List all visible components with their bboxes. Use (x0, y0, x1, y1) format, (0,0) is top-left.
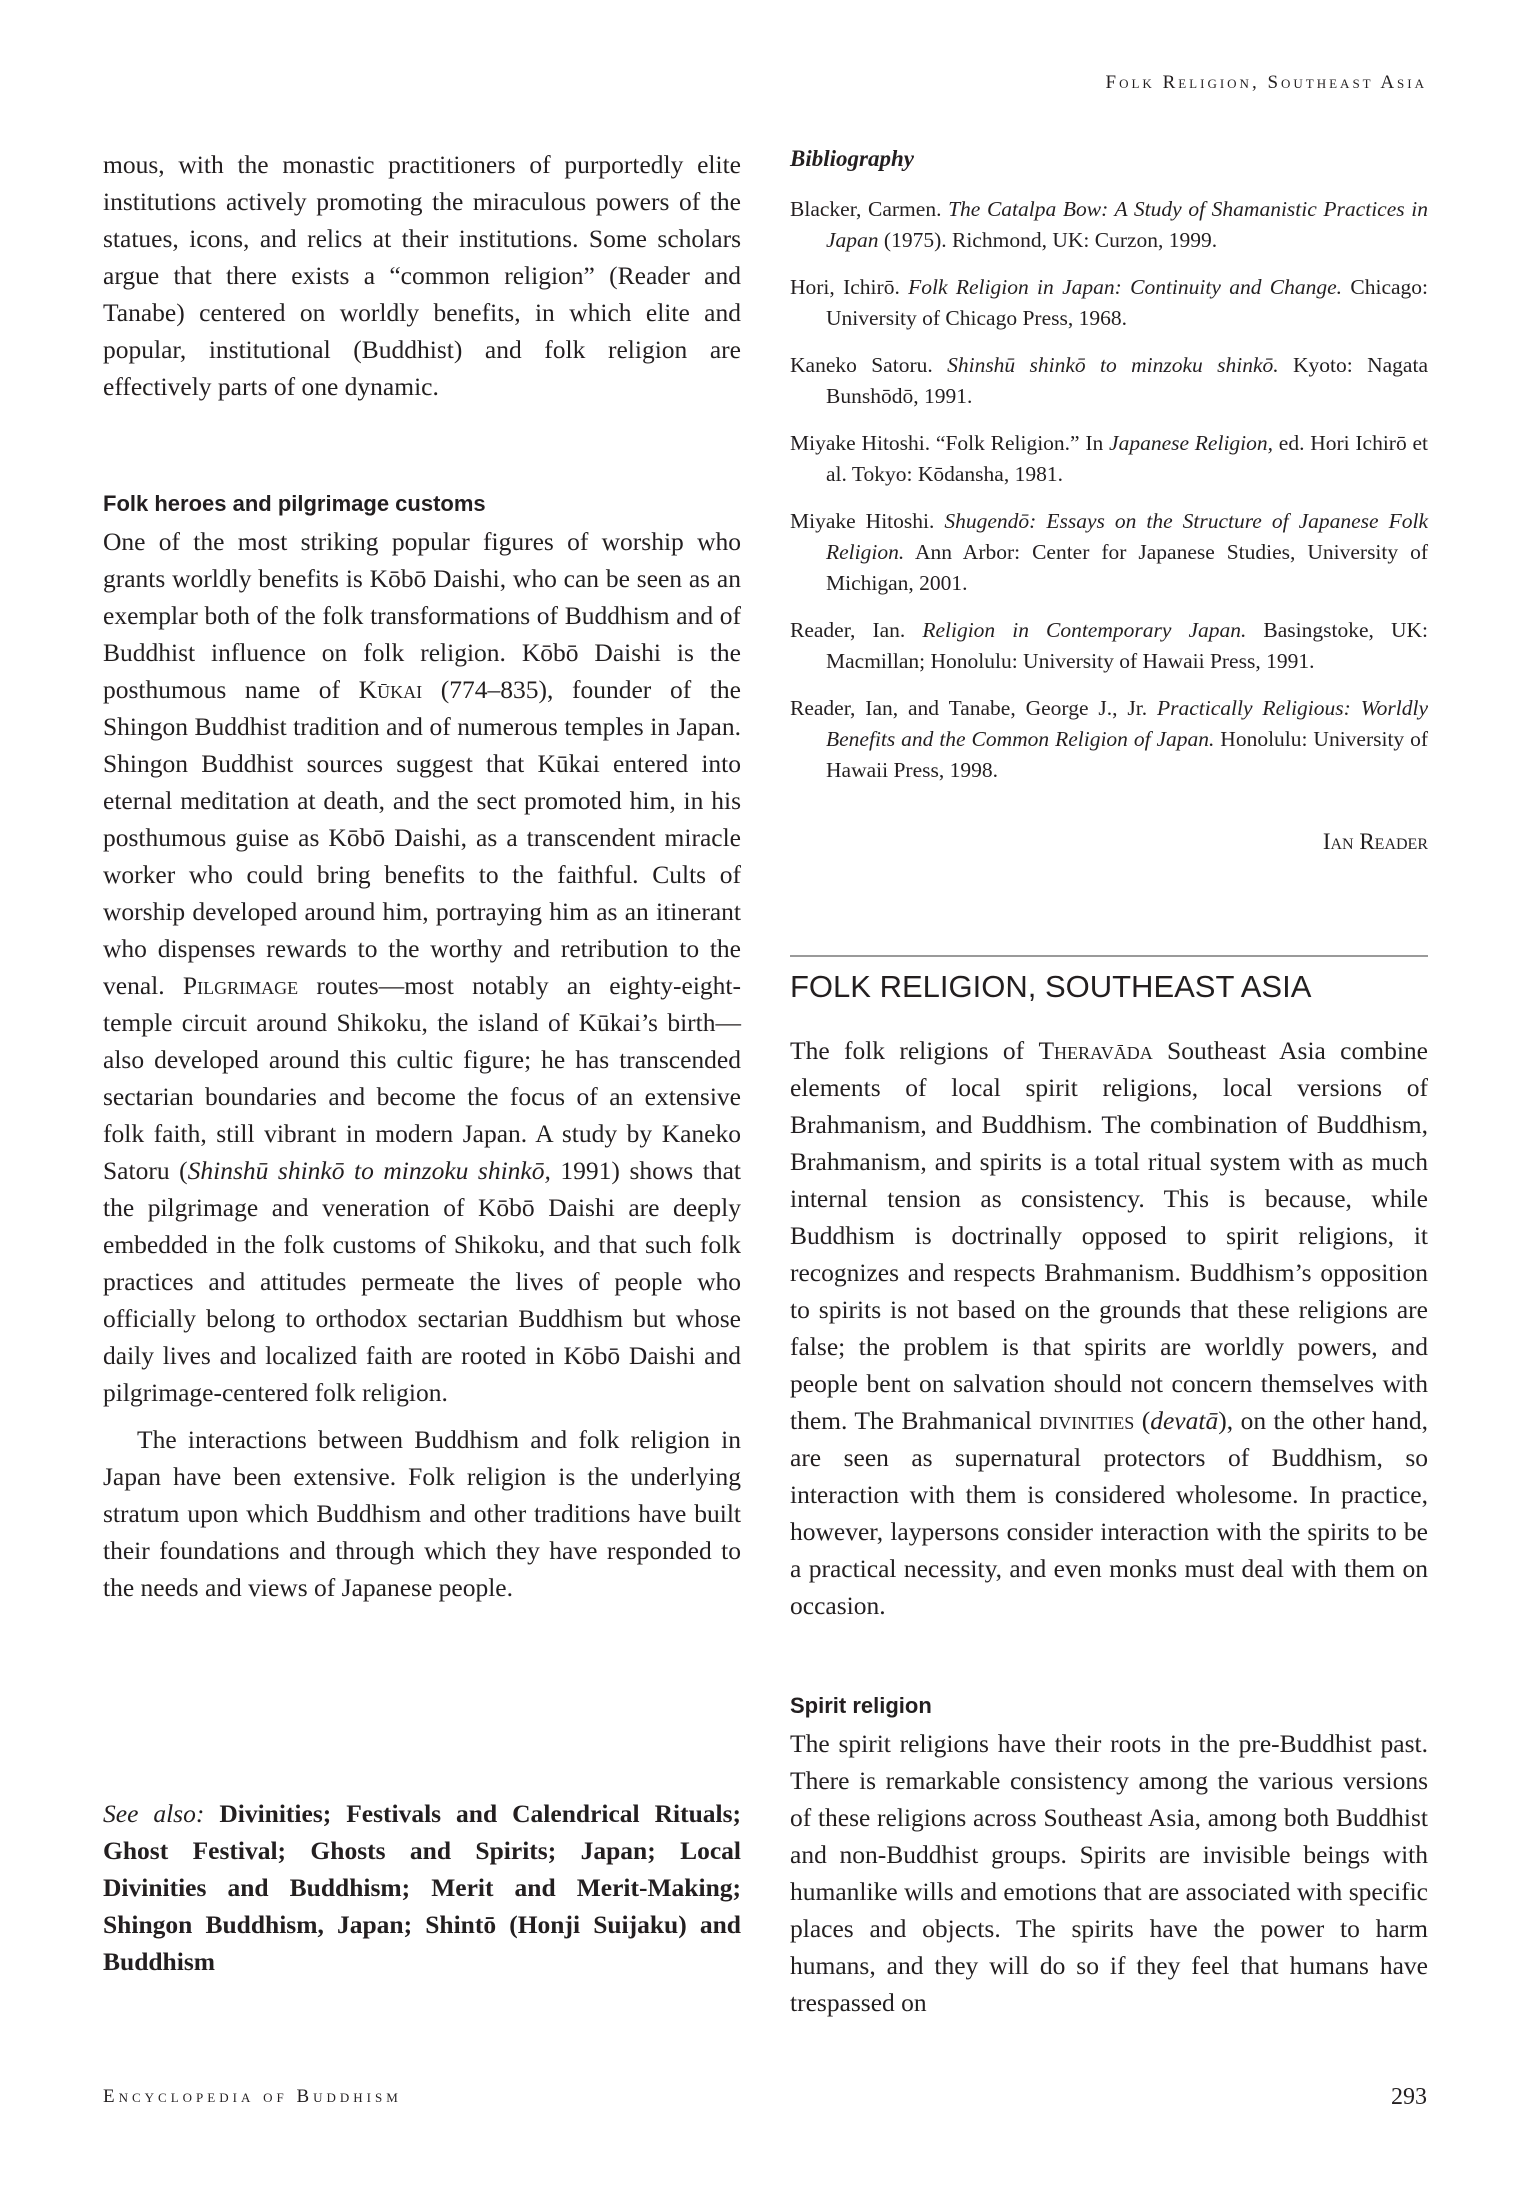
text-run: ), on the other hand, are seen as supernatural protectors of Buddhism, so interaction with them is considered wholesome. In practice, however, laypersons consider interaction with the spirits to be a practical necessity, and even monks must deal with them on occasion. (790, 1406, 1428, 1620)
text-run: Practically Religious: Worldly Benefits and the Common Religion of Japan. (826, 696, 1428, 751)
text-run: Reader, Ian. (790, 618, 923, 642)
text-run: Divinities; Festivals and Calendrical Rituals; Ghost Festival; Ghosts and Spirits; Japan; Local Divinities and Buddhism; Merit and Merit-Making; Shingon Buddhism, Japan; Shintō (Honji Suijaku) and Buddhism (103, 1799, 742, 1976)
text-run: (1975). Richmond, UK: Curzon, 1999. (878, 228, 1218, 252)
see-also (103, 1795, 741, 1980)
text-run: The folk religions of (790, 1036, 1039, 1065)
text-run: Kyoto: Nagata Bunshōdō, 1991. (826, 353, 1428, 408)
bibliography-entry (790, 428, 1428, 490)
article-divider (790, 955, 1428, 957)
paragraph (103, 523, 741, 1411)
text-run: Shugendō: Essays on the Structure of Japanese Folk Religion. (826, 509, 1428, 564)
text-run: Pilgrimage (182, 971, 299, 1000)
text-run: Miyake Hitoshi. “Folk Religion.” In (790, 431, 1110, 455)
see-also-links (103, 1795, 741, 1980)
left-column (103, 146, 741, 405)
text-run: Religion in Contemporary Japan. (922, 618, 1247, 642)
page-number: 293 (1391, 2084, 1427, 2110)
text-run: Reader, Ian, and Tanabe, George J., Jr. (790, 696, 1158, 720)
article-author: Ian Reader (1322, 829, 1428, 854)
text-run: Theravāda (1038, 1036, 1153, 1065)
bibliography-heading: Bibliography (790, 146, 914, 171)
text-run: Southeast Asia combine elements of local spirit religions, local versions of Brahmanism, and Buddhism. The combination of Buddhism, Brahmanism, and spirits is a total ritual system with as much internal tension as consistency. This is because, while Buddhism is doctrinally opposed to spirit religions, it recognizes and respects Brahmanism. Buddhism’s opposition to spirits is not based on the grounds that these religions are false; the problem is that spirits are worldly powers, and people bent on salvation should not concern themselves with them. The Brahmanical (790, 1036, 1428, 1435)
text-run: Chicago: University of Chicago Press, 1968. (826, 275, 1429, 330)
article-body-2 (790, 1725, 1428, 2021)
text-run: ed. Hori Ichirō et al. Tokyo: Kōdansha, 1981. (826, 431, 1428, 486)
text-run: Shinshū shinkō to minzoku shinkō. (947, 353, 1279, 377)
paragraph (103, 146, 741, 405)
text-run: The spirit religions have their roots in the pre-Buddhist past. There is remarkable consistency among the various versions of these religions across Southeast Asia, among both Buddhist and non-Buddhist groups. Spirits are invisible beings with humanlike wills and emotions that are associated with specific places and objects. The spirits have the power to harm humans, and they will do so if they feel that humans have trespassed on (790, 1729, 1428, 2017)
text-run: See also: (103, 1799, 205, 1828)
text-run: Kaneko Satoru. (790, 353, 948, 377)
text-run: Kūkai (358, 675, 423, 704)
text-run: mous, with the monastic practitioners of purportedly elite institutions actively promoting the miraculous powers of the statues, icons, and relics at their institutions. Some scholars argue that there exists a “common religion” (Reader and Tanabe) centered on worldly benefits, in which elite and popular, institutional (Buddhist) and folk religion are effectively parts of one dynamic. (103, 150, 741, 401)
paragraph (790, 1725, 1428, 2021)
text-run: Basingstoke, UK: Macmillan; Honolulu: University of Hawaii Press, 1991. (826, 618, 1428, 673)
text-run: divinities (1039, 1406, 1135, 1435)
text-run: The interactions between Buddhism and folk religion in Japan have been extensive. Folk religion is the underlying stratum upon which Buddhism and other traditions have built their foundations and through which they have responded to the needs and views of Japanese people. (103, 1425, 741, 1602)
bibliography-entry (790, 506, 1428, 599)
text-run: routes—most notably an eighty-eight-temple circuit around Shikoku, the island of Kūkai’s birth—also developed around this cultic figure; he has transcended sectarian boundaries and become the focus of an extensive folk faith, still vibrant in modern Japan. A study by Kaneko Satoru ( (103, 971, 741, 1185)
text-run: 1991) shows that the pilgrimage and veneration of Kōbō Daishi are deeply embedded in the folk customs of Shikoku, and that such folk practices and attitudes permeate the lives of people who officially belong to orthodox sectarian Buddhism but whose daily lives and localized faith are rooted in Kōbō Daishi and pilgrimage-centered folk religion. (103, 1156, 741, 1407)
bibliography-entry (790, 272, 1428, 334)
bibliography-entry (790, 194, 1428, 256)
paragraph (790, 1032, 1428, 1624)
text-run: Folk Religion in Japan: Continuity and Change. (908, 275, 1343, 299)
text-run: One of the most striking popular figures of worship who grants worldly benefits is Kōbō Daishi, who can be seen as an exemplar both of the folk transformations of Buddhism and of Buddhist influence on folk religion. Kōbō Daishi is the posthumous name of (103, 527, 741, 704)
text-run: Honolulu: University of Hawaii Press, 1998. (826, 727, 1429, 782)
section-heading: Folk heroes and pilgrimage customs (103, 491, 486, 516)
text-run: Hori, Ichirō. (790, 275, 909, 299)
running-head: Folk Religion, Southeast Asia (1105, 72, 1427, 93)
text-run: devatā (1150, 1406, 1219, 1435)
text-run: Japanese Religion, (1109, 431, 1274, 455)
footer-book-title: Encyclopedia of Buddhism (103, 2086, 402, 2107)
article-title: FOLK RELIGION, SOUTHEAST ASIA (790, 969, 1312, 1004)
text-run: Shinshū shinkō to minzoku shinkō, (187, 1156, 551, 1185)
bibliography-entry (790, 615, 1428, 677)
text-run: Ann Arbor: Center for Japanese Studies, University of Michigan, 2001. (826, 540, 1428, 595)
left-column-body (103, 523, 741, 1606)
paragraph (103, 1421, 741, 1606)
text-run: ( (1134, 1406, 1151, 1435)
bibliography-entry (790, 693, 1428, 786)
text-run: The Catalpa Bow: A Study of Shamanistic Practices in Japan (826, 197, 1428, 252)
text-run: Blacker, Carmen. (790, 197, 949, 221)
bibliography-list (790, 194, 1428, 802)
article-body (790, 1032, 1428, 1624)
text-run: (774–835), founder of the Shingon Buddhist tradition and of numerous temples in Japan. Shingon Buddhist sources suggest that Kūkai entered into eternal meditation at death, and the sect promoted him, in his posthumous guise as Kōbō Daishi, as a transcendent miracle worker who could bring benefits to the faithful. Cults of worship developed around him, portraying him as an itinerant who dispenses rewards to the worthy and retribution to the venal. (103, 675, 741, 1000)
section-heading: Spirit religion (790, 1693, 932, 1718)
text-run: Miyake Hitoshi. (790, 509, 945, 533)
bibliography-entry (790, 350, 1428, 412)
